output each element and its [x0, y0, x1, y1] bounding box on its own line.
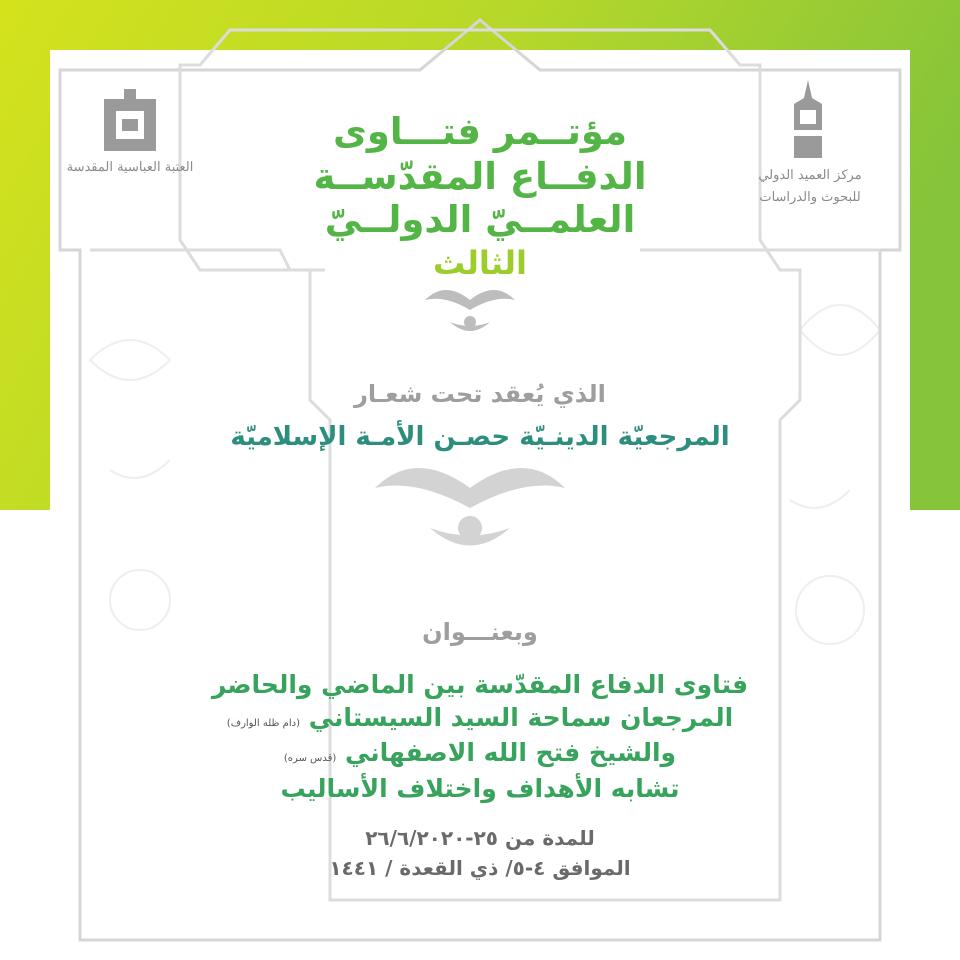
date-period: للمدة من ٢٥-٢٦/٦/٢٠٢٠ — [365, 826, 595, 850]
topic-line-2 — [180, 703, 780, 732]
topic-line-3-text: والشيخ فتح الله الاصفهاني — [344, 738, 677, 767]
topic-line-2-text: المرجعان سماحة السيد السيستاني — [308, 703, 734, 732]
shrine-logo-icon — [100, 85, 160, 160]
topic-line-3 — [180, 738, 780, 767]
topic-intro: وبعنـــوان — [422, 618, 538, 646]
topic-line-2-note: (دام ظله الوارف) — [226, 718, 300, 729]
conference-edition: الثالث — [433, 244, 527, 282]
conference-title-line-3: العلمــيّ الدولــيّ — [324, 198, 636, 241]
center-logo-icon — [778, 80, 838, 160]
topic-line-4: تشابه الأهداف واختلاف الأساليب — [280, 774, 680, 803]
conference-title-line-1: مؤتــمر فتـــاوى — [332, 110, 628, 153]
slogan-intro: الذي يُعقد تحت شعـار — [354, 380, 606, 408]
slogan-text: المرجعيّة الدينـيّة حصـن الأمـة الإسلاميّة — [230, 422, 730, 452]
right-logo-caption-2: للبحوث والدراسات — [759, 190, 861, 205]
right-logo-caption-1: مركز العميد الدولي — [758, 168, 862, 183]
conference-title-line-2: الدفــاع المقدّســة — [313, 155, 647, 198]
date-hijri: الموافق ٤-٥/ ذي القعدة / ١٤٤١ — [329, 856, 631, 880]
left-logo-caption: العتبة العباسية المقدسة — [66, 160, 194, 175]
topic-line-3-note: (قدس سره) — [283, 753, 337, 764]
topic-line-1: فتاوى الدفاع المقدّسة بين الماضي والحاضر — [211, 670, 749, 699]
